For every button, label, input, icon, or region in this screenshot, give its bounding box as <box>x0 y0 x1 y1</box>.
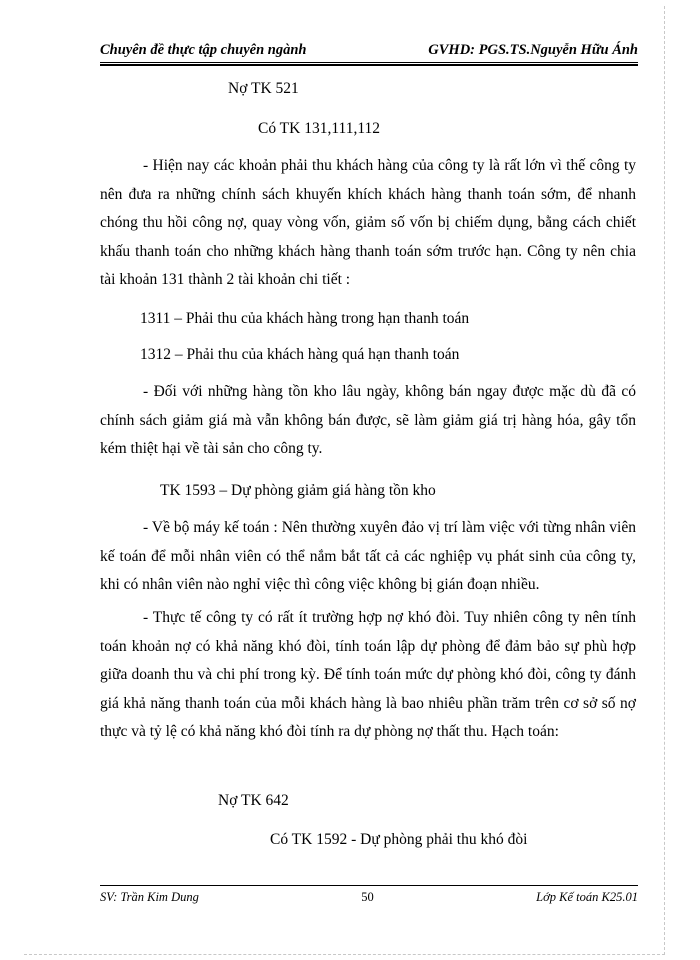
page-number: 50 <box>361 890 374 904</box>
header-supervisor: GVHD: PGS.TS.Nguyễn Hữu Ánh <box>428 42 638 58</box>
account-1311: 1311 – Phải thu của khách hàng trong hạn thanh toán <box>140 310 470 327</box>
footer-class: Lớp Kế toán K25.01 <box>536 890 638 904</box>
account-1312: 1312 – Phải thu của khách hàng quá hạn thanh toán <box>140 346 460 363</box>
entry2-debit: Nợ TK 642 <box>218 792 289 809</box>
header-title: Chuyên đề thực tập chuyên ngành <box>100 42 307 58</box>
entry1-credit: Có TK 131,111,112 <box>258 120 380 137</box>
entry1-debit: Nợ TK 521 <box>228 80 299 97</box>
page-border <box>24 6 665 955</box>
page-header <box>100 42 638 63</box>
paragraph-bad-debt: - Thực tế công ty có rất ít trường hợp nợ khó đòi. Tuy nhiên công ty nên tính toán khoản nợ có khả năng khó đòi, tính toán lập dự phòng để đảm bảo sự phù hợp giữa doanh thu và chi phí trong kỳ. Để tính toán mức dự phòng khó đòi, công ty đánh giá khả năng thanh toán của mỗi khách hàng là bao nhiêu phần trăm trên cơ sở số nợ thực và tỷ lệ có khả năng khó đòi tính ra dự phòng nợ thất thu. Hạch toán: <box>100 609 636 741</box>
paragraph-inventory: - Đối với những hàng tồn kho lâu ngày, không bán ngay được mặc dù đã có chính sách giảm giá mà vẫn không bán được, sẽ làm giảm giá trị hàng hóa, gây tổn kém thiệt hại về tài sản cho công ty. <box>100 383 636 458</box>
paragraph-accounting-staff: - Về bộ máy kế toán : Nên thường xuyên đảo vị trí làm việc với từng nhân viên kế toán để mỗi nhân viên có thể nắm bắt tất cả các nghiệp vụ phát sinh của công ty, khi có nhân viên nào nghỉ việc thì công việc không bị gián đoạn nhiều. <box>100 519 636 594</box>
account-1593: TK 1593 – Dự phòng giảm giá hàng tồn kho <box>160 482 436 499</box>
footer-student: SV: Trần Kim Dung <box>100 890 199 904</box>
entry2-credit: Có TK 1592 - Dự phòng phải thu khó đòi <box>270 831 528 848</box>
paragraph-receivables: - Hiện nay các khoản phải thu khách hàng của công ty là rất lớn vì thế công ty nên đưa ra những chính sách khuyến khích khách hàng thanh toán sớm, để nhanh chóng thu hồi công nợ, quay vòng vốn, giảm số vốn bị chiếm dụng, bằng cách chiết khấu thanh toán cho những khách hàng thanh toán sớm trước hạn. Công ty nên chia tài khoản 131 thành 2 tài khoản chi tiết : <box>100 157 636 289</box>
page-footer <box>100 885 638 905</box>
